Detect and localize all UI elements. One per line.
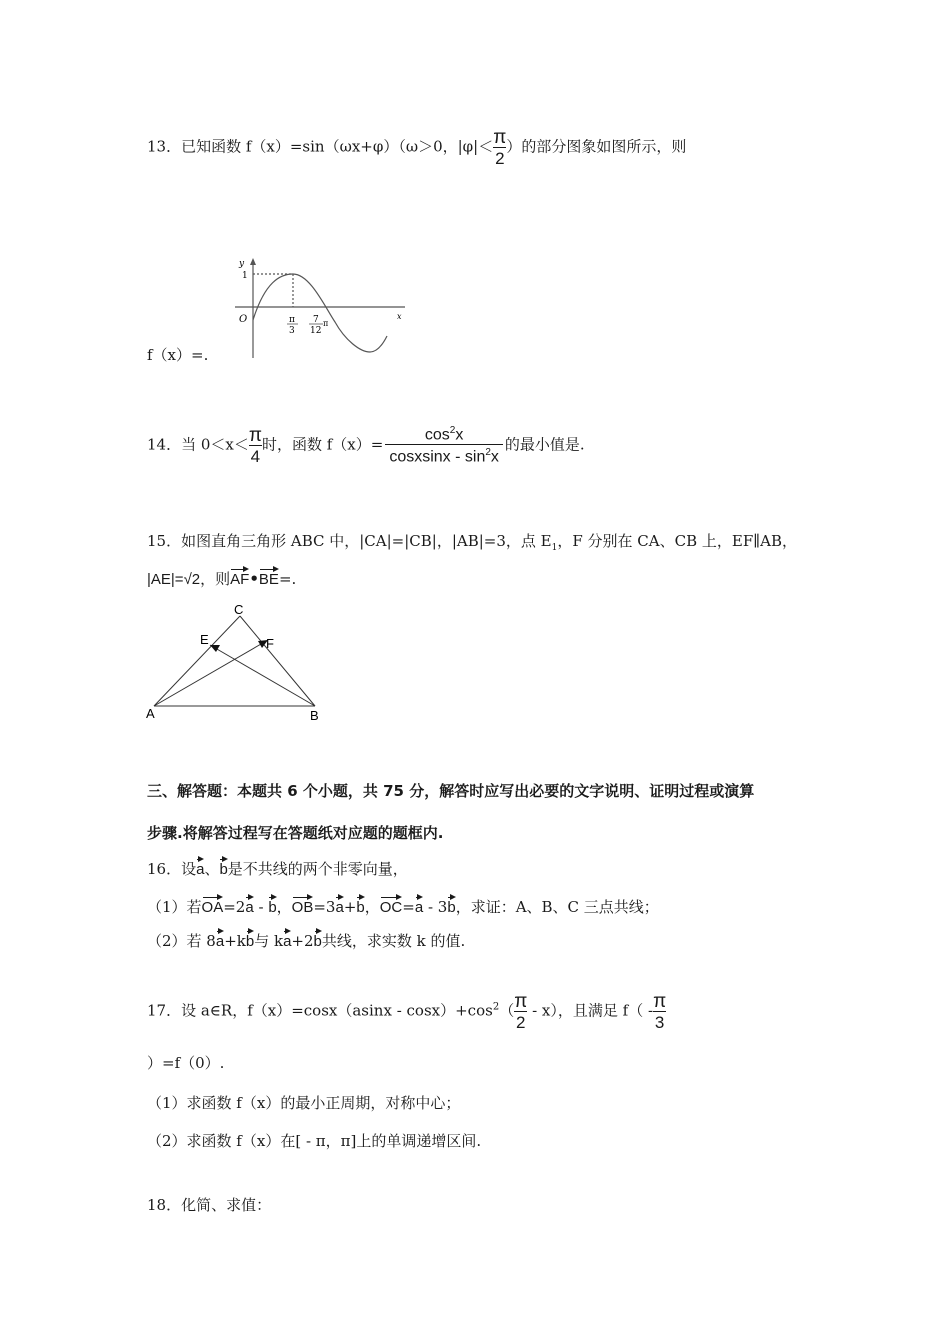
graph-x-label: x (397, 312, 402, 321)
point-f: F (266, 636, 274, 651)
point-a: A (146, 706, 155, 721)
vector-oc: OC (379, 899, 403, 916)
point-b: B (310, 708, 319, 723)
graph-y-label: y (239, 259, 245, 269)
question-14-line: 14．当 0＜x＜ $\frac{\pi}{4}$ 时，函数 f（x）= $\frac{\cos^2x}{cosxsinx - \sin^2x}$ 的最小值是. (147, 425, 585, 466)
question-15-line1: 15．如图直角三角形 ABC 中，|CA|=|CB|，|AB|=3，点 $E_1$，F 分别在 CA、CB 上，EF∥AB， (147, 532, 798, 553)
q17-pi-over-2: $\frac{\pi}{2}$ (514, 991, 528, 1032)
question-15-line2: |AE|=√2，则AF•BE=. (147, 570, 297, 588)
q14-function-fraction: $\frac{\cos^2x}{cosxsinx - \sin^2x}$ (385, 426, 503, 465)
question-13-line (147, 128, 686, 167)
vector-a: a (196, 861, 205, 878)
q16-subquestion-1: （1）若OA=2a - b，OB=3a+b，OC=a - 3b，求证：A、B、C 三点共线； (147, 898, 659, 916)
tick-7-12-den: 12 (310, 326, 322, 336)
q14-pi-fraction: $\frac{\pi}{4}$ (248, 425, 262, 466)
tick-pi-over-3-den: 3 (289, 326, 295, 336)
q13-sine-graph (225, 252, 415, 362)
q13-text: 13．已知函数 f（x）=sin（ωx+φ）（ω＞0，|φ|＜ (147, 137, 494, 156)
vector-ob: OB (291, 899, 314, 916)
q17-subquestion-2: （2）求函数 f（x）在[ - π，π]上的单调递增区间. (147, 1132, 482, 1150)
q13-fraction: $\frac{\pi}{2}$ (493, 127, 507, 168)
point-c: C (234, 602, 244, 617)
vector-oa: OA (201, 899, 224, 916)
section-3-heading-line1: 三、解答题：本题共 6 个小题，共 75 分，解答时应写出必要的文字说明、证明过程或演算 (147, 782, 755, 800)
graph-one-label: 1 (242, 271, 248, 281)
q15-triangle-figure (140, 600, 340, 725)
point-e: E (200, 632, 209, 647)
graph-origin: O (239, 314, 248, 325)
q16-subquestion-2: （2）若 8a+kb与 ka+2b共线，求实数 k 的值. (147, 932, 466, 950)
tick-pi-over-3-num: π (289, 315, 295, 325)
question-17-line1: 17．设 a∈R，$f(x)=\cos x(asinx - \cos x)+\cos^2$（ $\frac{\pi}{2}$ - x），且满足 f（ - $\frac{\pi}{3}$ (147, 991, 667, 1032)
q17-subquestion-1: （1）求函数 f（x）的最小正周期，对称中心； (147, 1094, 461, 1112)
tick-7-12-num: 7 (313, 315, 319, 325)
tick-7-12-pi: π (323, 319, 329, 328)
sine-curve (253, 274, 387, 352)
vector-b: b (219, 861, 228, 878)
vector-af: AF (230, 571, 250, 588)
section-3-heading-line2: 步骤.将解答过程写在答题纸对应题的题框内. (147, 824, 444, 842)
question-17-line2: ）=f（0）. (147, 1054, 225, 1072)
vector-be: BE (258, 571, 279, 588)
q17-pi-over-3: $\frac{\pi}{3}$ (653, 991, 667, 1032)
q13-tail: ）的部分图象如图所示，则 (506, 137, 687, 156)
question-16-line: 16．设a、b是不共线的两个非零向量， (147, 860, 408, 878)
q13-answer-line: f（x）=. (147, 346, 209, 364)
question-18-line: 18．化简、求值： (147, 1196, 272, 1214)
